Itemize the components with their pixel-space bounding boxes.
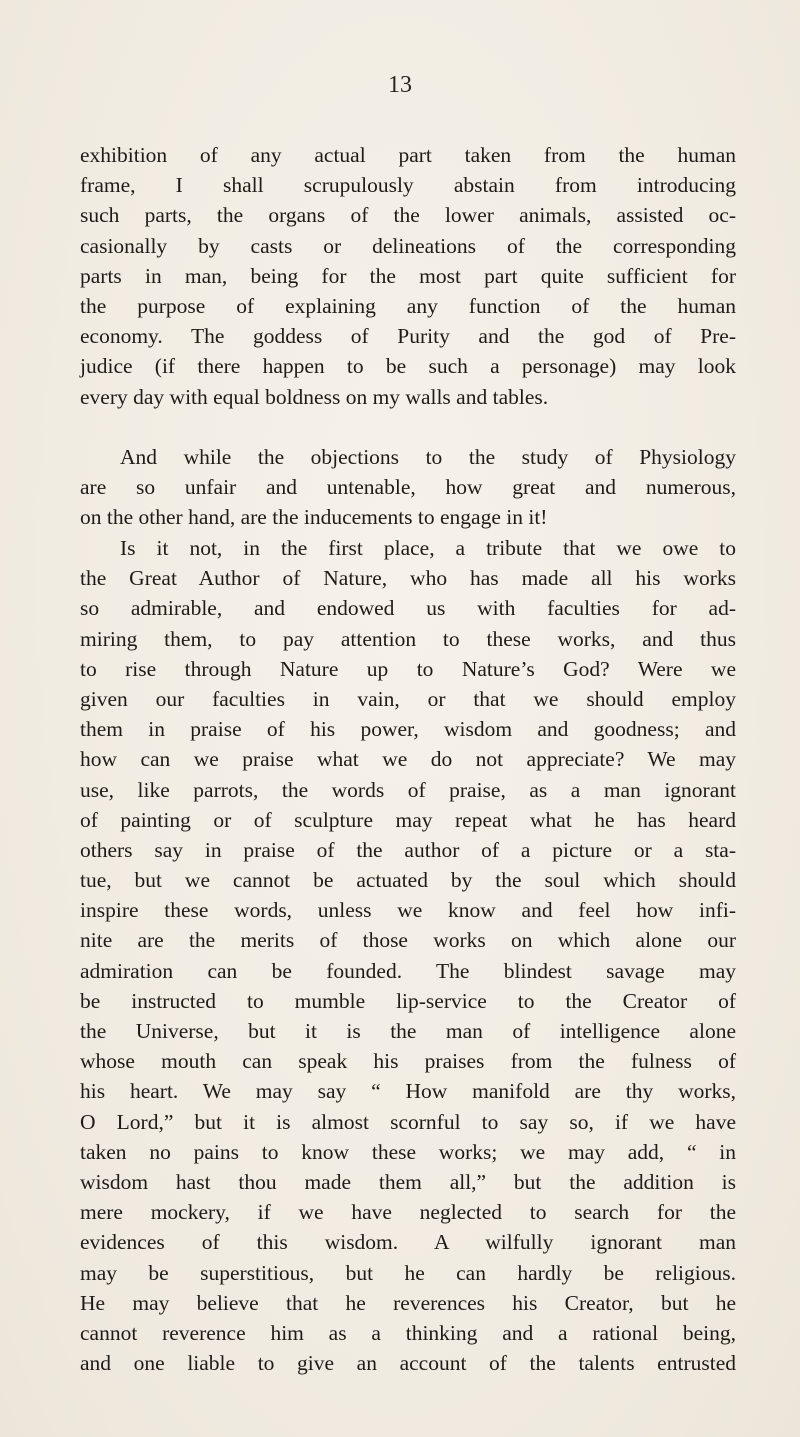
text-line: nite are the merits of those works on which alone our [80,928,736,953]
text-line: use, like parrots, the words of praise, as a man ignorant [80,777,736,802]
text-line: may be superstitious, but he can hardly be religious. [80,1260,736,1285]
text-line: the purpose of explaining any function of the human [80,293,736,318]
text-line: admiration can be founded. The blindest savage may [80,958,736,983]
text-line: casionally by casts or delineations of the corresponding [80,233,736,258]
text-line: are so unfair and untenable, how great and numerous, [80,475,736,500]
text-line: taken no pains to know these works; we may add, “ in [80,1139,736,1164]
text-line: the Great Author of Nature, who has made all his works [80,566,736,591]
text-line: so admirable, and endowed us with faculties for ad- [80,596,736,621]
text-line: every day with equal boldness on my walls and tables. [80,384,549,409]
text-line: inspire these words, unless we know and feel how infi- [80,898,736,923]
text-line: how can we praise what we do not appreciate? We may [80,747,736,772]
text-line: given our faculties in vain, or that we should employ [80,686,736,711]
text-line: them in praise of his power, wisdom and goodness; and [80,717,736,742]
paragraph-3 [80,533,736,1378]
text-line: be instructed to mumble lip-service to the Creator of [80,988,736,1013]
text-line: frame, I shall scrupulously abstain from introducing [80,173,736,198]
text-line: miring them, to pay attention to these works, and thus [80,626,736,651]
text-line: parts in man, being for the most part quite sufficient for [80,263,736,288]
text-line: O Lord,” but it is almost scornful to say so, if we have [80,1109,736,1134]
text-line: of painting or of sculpture may repeat what he has heard [80,807,736,832]
text-line: to rise through Nature up to Nature’s God? Were we [80,656,736,681]
text-line: exhibition of any actual part taken from the human [80,143,736,167]
page-number: 13 [388,72,412,98]
text-line: And while the objections to the study of Physiology [120,445,736,469]
text-line: such parts, the organs of the lower animals, assisted oc- [80,203,736,228]
text-line: mere mockery, if we have neglected to search for the [80,1200,736,1225]
text-line: cannot reverence him as a thinking and a rational being, [80,1320,736,1345]
text-line: wisdom hast thou made them all,” but the addition is [80,1169,736,1194]
text-line: He may believe that he reverences his Creator, but he [80,1290,736,1315]
text-line: whose mouth can speak his praises from the fulness of [80,1049,736,1074]
text-line: tue, but we cannot be actuated by the soul which should [80,868,736,893]
text-line: evidences of this wisdom. A wilfully ignorant man [80,1230,736,1255]
paragraph-1 [80,140,736,412]
text-line: his heart. We may say “ How manifold are thy works, [80,1079,736,1104]
text-line: judice (if there happen to be such a personage) may look [80,354,736,379]
text-line: others say in praise of the author of a picture or a sta- [80,837,736,862]
text-line: Is it not, in the first place, a tribute that we owe to [120,536,736,560]
text-line: the Universe, but it is the man of intelligence alone [80,1019,736,1043]
paragraph-2 [80,442,736,533]
text-line: and one liable to give an account of the talents entrusted [80,1351,736,1376]
text-line: economy. The goddess of Purity and the god of Pre- [80,324,736,349]
text-line: on the other hand, are the inducements to engage in it! [80,505,548,530]
